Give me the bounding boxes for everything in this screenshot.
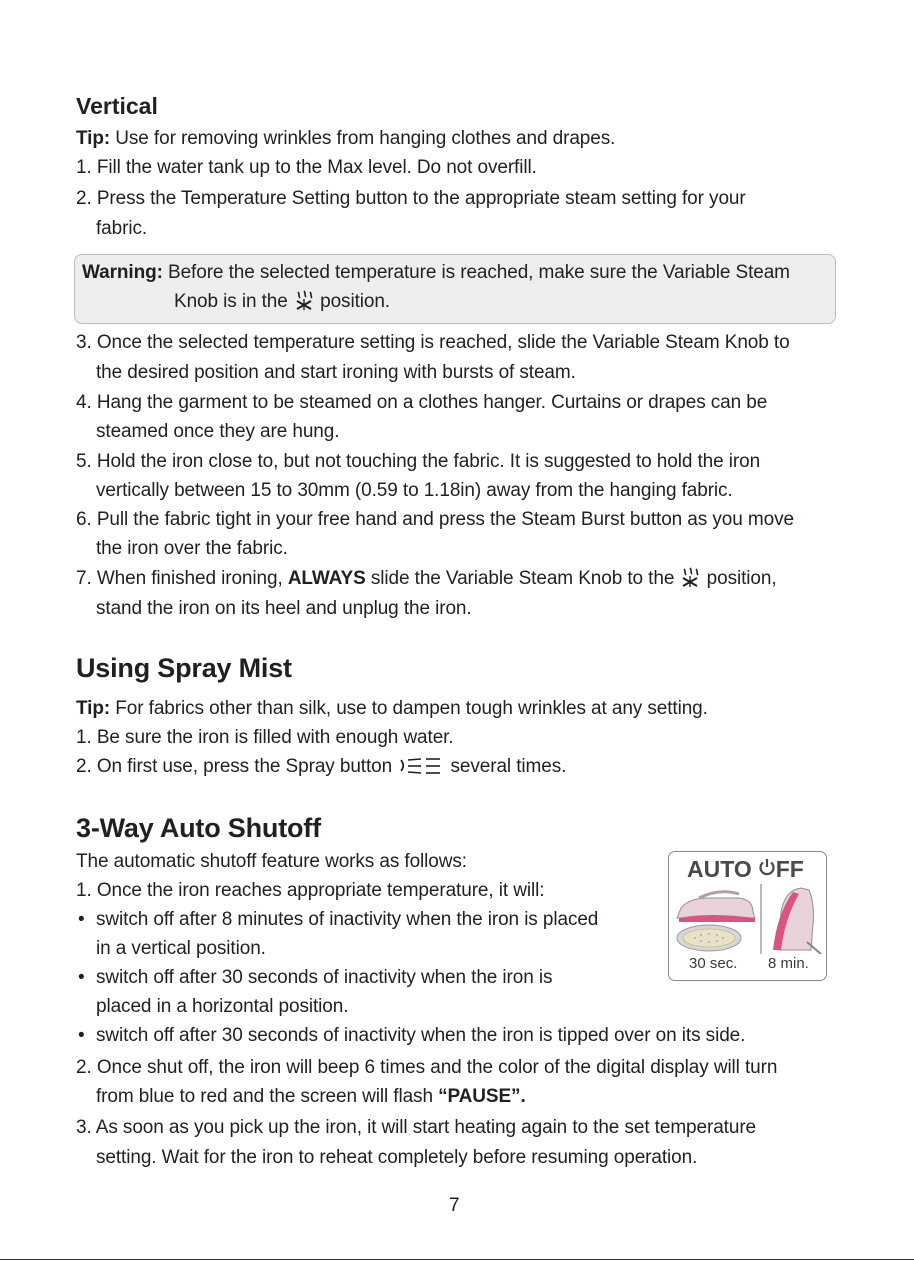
warning-text-2: Knob is in the bbox=[174, 291, 288, 312]
step-5: 5. Hold the iron close to, but not touching the fabric. It is suggested to hold the iron bbox=[76, 451, 761, 472]
always-emphasis: ALWAYS bbox=[287, 568, 366, 589]
tip-text: Use for removing wrinkles from hanging clothes and drapes. bbox=[110, 128, 616, 149]
step-4-cont: steamed once they are hung. bbox=[96, 421, 340, 442]
section-heading-spray: Using Spray Mist bbox=[76, 653, 292, 683]
section-heading-shutoff: 3-Way Auto Shutoff bbox=[76, 813, 321, 843]
shutoff-step-3: 3. As soon as you pick up the iron, it will start heating again to the set temperature bbox=[76, 1117, 757, 1138]
bullet-1: switch off after 8 minutes of inactivity when the iron is placed bbox=[96, 909, 599, 930]
iron-illustration bbox=[669, 884, 825, 954]
bullet: • bbox=[78, 1025, 85, 1046]
step-7-text-2: slide the Variable Steam Knob to the bbox=[365, 568, 675, 589]
spray-step-2-text: 2. On first use, press the Spray button bbox=[76, 756, 393, 777]
bullet-2: switch off after 30 seconds of inactivity when the iron is bbox=[96, 967, 553, 988]
warning-line-2 bbox=[174, 290, 390, 314]
step-3-cont: the desired position and start ironing with bursts of steam. bbox=[96, 362, 576, 383]
bullet: • bbox=[78, 967, 85, 988]
shutoff-step-3-cont: setting. Wait for the iron to reheat completely before resuming operation. bbox=[96, 1147, 698, 1168]
auto-off-title bbox=[687, 856, 804, 883]
spray-step-2 bbox=[76, 755, 566, 779]
shutoff-step-2-cont bbox=[96, 1085, 526, 1109]
warning-text: Before the selected temperature is reached, make sure the Variable Steam bbox=[162, 262, 790, 283]
step-2: 2. Press the Temperature Setting button to the appropriate steam setting for your bbox=[76, 188, 746, 209]
page-number: 7 bbox=[449, 1195, 460, 1216]
shutoff-step-2-text: from blue to red and the screen will flash bbox=[96, 1086, 439, 1107]
step-7 bbox=[76, 567, 777, 591]
auto-off-label-horizontal: 30 sec. bbox=[689, 955, 738, 972]
bottom-rule bbox=[0, 1259, 914, 1260]
warning-line bbox=[82, 261, 790, 285]
spray-tip-label: Tip: bbox=[76, 698, 111, 719]
bullet-2-cont: placed in a horizontal position. bbox=[96, 996, 349, 1017]
warning-label: Warning: bbox=[82, 262, 163, 283]
steam-off-icon bbox=[295, 290, 313, 310]
auto-off-title-a: AUTO bbox=[687, 856, 752, 882]
bullet-3: switch off after 30 seconds of inactivity when the iron is tipped over on its side. bbox=[96, 1025, 746, 1046]
shutoff-step-1: 1. Once the iron reaches appropriate temperature, it will: bbox=[76, 880, 545, 901]
step-6: 6. Pull the fabric tight in your free hand and press the Steam Burst button as you move bbox=[76, 509, 794, 530]
step-3: 3. Once the selected temperature setting is reached, slide the Variable Steam Knob to bbox=[76, 332, 790, 353]
bullet-1-cont: in a vertical position. bbox=[96, 938, 266, 959]
tip-label: Tip: bbox=[76, 128, 111, 149]
step-7-cont: stand the iron on its heel and unplug the iron. bbox=[96, 598, 472, 619]
spray-step-2-text-2: several times. bbox=[450, 756, 567, 777]
power-icon bbox=[758, 858, 776, 876]
step-7-text-3: position, bbox=[706, 568, 777, 589]
spray-step-1: 1. Be sure the iron is filled with enough water. bbox=[76, 727, 454, 748]
pause-emphasis: “PAUSE”. bbox=[438, 1086, 526, 1107]
bullet: • bbox=[78, 909, 85, 930]
step-5-cont: vertically between 15 to 30mm (0.59 to 1.18in) away from the hanging fabric. bbox=[96, 480, 733, 501]
tip-line bbox=[76, 127, 615, 151]
section-heading-vertical: Vertical bbox=[76, 93, 158, 119]
shutoff-intro: The automatic shutoff feature works as follows: bbox=[76, 851, 467, 872]
steam-off-icon bbox=[681, 567, 699, 587]
step-6-cont: the iron over the fabric. bbox=[96, 538, 288, 559]
step-7-text: 7. When finished ironing, bbox=[76, 568, 288, 589]
spray-tip-line bbox=[76, 697, 708, 721]
step-4: 4. Hang the garment to be steamed on a clothes hanger. Curtains or drapes can be bbox=[76, 392, 768, 413]
spray-tip-text: For fabrics other than silk, use to dampen tough wrinkles at any setting. bbox=[110, 698, 708, 719]
warning-text-3: position. bbox=[320, 291, 390, 312]
step-2-cont: fabric. bbox=[96, 218, 148, 239]
shutoff-step-2: 2. Once shut off, the iron will beep 6 times and the color of the digital display will turn bbox=[76, 1057, 778, 1078]
spray-icon bbox=[399, 756, 443, 774]
auto-off-figure bbox=[668, 851, 827, 981]
step-1: 1. Fill the water tank up to the Max level. Do not overfill. bbox=[76, 157, 537, 178]
auto-off-label-vertical: 8 min. bbox=[768, 955, 809, 972]
auto-off-title-b: FF bbox=[775, 856, 804, 882]
